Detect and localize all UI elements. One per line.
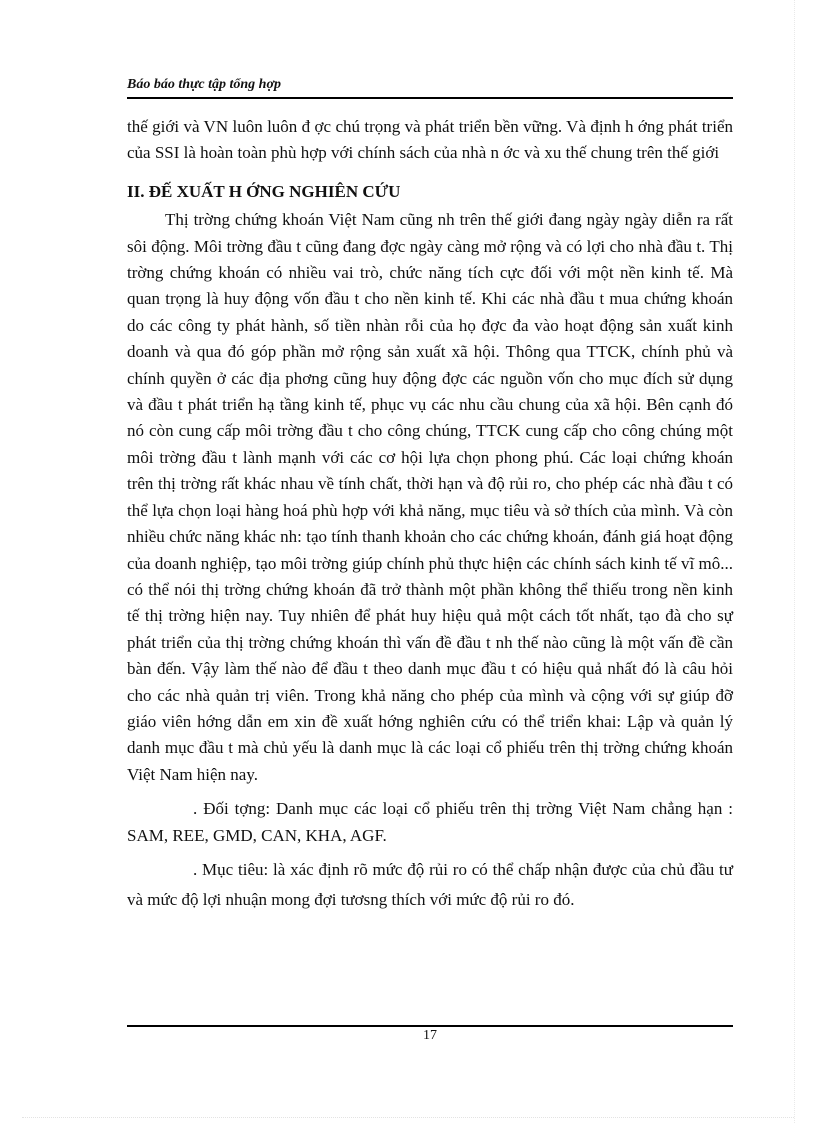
footer-divider [127,1025,733,1027]
page-number: 17 [423,1028,437,1043]
page-bottom-border [22,1117,794,1118]
header-divider [127,97,733,99]
section-heading: II. ĐẾ XUẤT H ỚNG NGHIÊN CỨU [127,181,401,201]
report-header-title: Báo báo thực tập tổng hợp [127,77,281,92]
main-paragraph: Thị trờng chứng khoán Việt Nam cũng nh trên thế giới đang ngày ngày diễn ra rất sôi động. Môi trờng đầu t cũng đang đợc ngày càng mở rộng và có lợi cho nhà đầu t. Thị trờng chứng khoán có nhiều vai trò, chức năng tích cực đối với một nền kinh tế. Mà quan trọng là huy động vốn đầu t cho nền kinh tế. Khi các nhà đầu t mua chứng khoán do các công ty phát hành, số tiền nhàn rỗi của họ đợc đa vào hoạt động sản xuất kinh doanh và qua đó góp phần mở rộng sản xuất xã hội. Thông qua TTCK, chính phủ và chính quyền ở các địa phơng cũng huy động đợc các nguồn vốn cho mục đích sử dụng và đầu t phát triển hạ tầng kinh tế, phục vụ các nhu cầu chung của xã hội. Bên cạnh đó nó còn cung cấp môi trờng đầu t cho công chúng, TTCK cung cấp cho công chúng một môi trờng đầu t lành mạnh với các cơ hội lựa chọn phong phú. Các loại chứng khoán trên thị trờng rất khác nhau về tính chất, thời hạn và độ rủi ro, cho phép các nhà đầu t có thể lựa chọn loại hàng hoá phù hợp với khả năng, mục tiêu và sở thích của mình. Và còn nhiều chức năng khác nh: tạo tính thanh khoản cho các chứng khoán, đánh giá hoạt động của doanh nghiệp, tạo môi trờng giúp chính phủ thực hiện các chính sách kinh tế vĩ mô... có thể nói thị trờng chứng khoán đã trở thành một phần không thể thiếu trong nền kinh tế thị trờng hiện nay. Tuy nhiên để phát huy hiệu quả một cách tốt nhất, tạo đà cho sự phát triển của thị trờng chứng khoán thì vấn đề đầu t nh thế nào cũng là một vấn đề cần bàn đến. Vậy làm thế nào để đầu t theo danh mục đầu t có hiệu quả nhất đó là câu hỏi cho các nhà quản trị viên. Trong khả năng cho phép của mình và cộng với sự giúp đỡ giáo viên hớng dẫn em xin đề xuất hớng nghiên cứu có thể triển khai: Lập và quản lý danh mục đầu t mà chủ yếu là danh mục là các loại cổ phiếu trên thị trờng chứng khoán Việt Nam hiện nay. [127,210,733,784]
goal-paragraph: . Mục tiêu: là xác định rõ mức độ rủi ro có thể chấp nhận được của chủ đầu tư và mức độ lợi nhuận mong đợi tươsng thích với mức độ rủi ro đó. [127,859,733,909]
page-body [127,114,733,915]
intro-paragraph: thế giới và VN luôn luôn đ ợc chú trọng và phát triển bền vững. Và định h ớng phát triển của SSI là hoàn toàn phù hợp với chính sách của nhà n ớc và xu thế chung trên thế giới [127,117,733,163]
subject-paragraph: . Đối tợng: Danh mục các loại cổ phiếu trên thị trờng Việt Nam chẳng hạn : SAM, REE, GMD, CAN, KHA, AGF. [127,799,733,845]
page-right-border [794,0,795,1123]
